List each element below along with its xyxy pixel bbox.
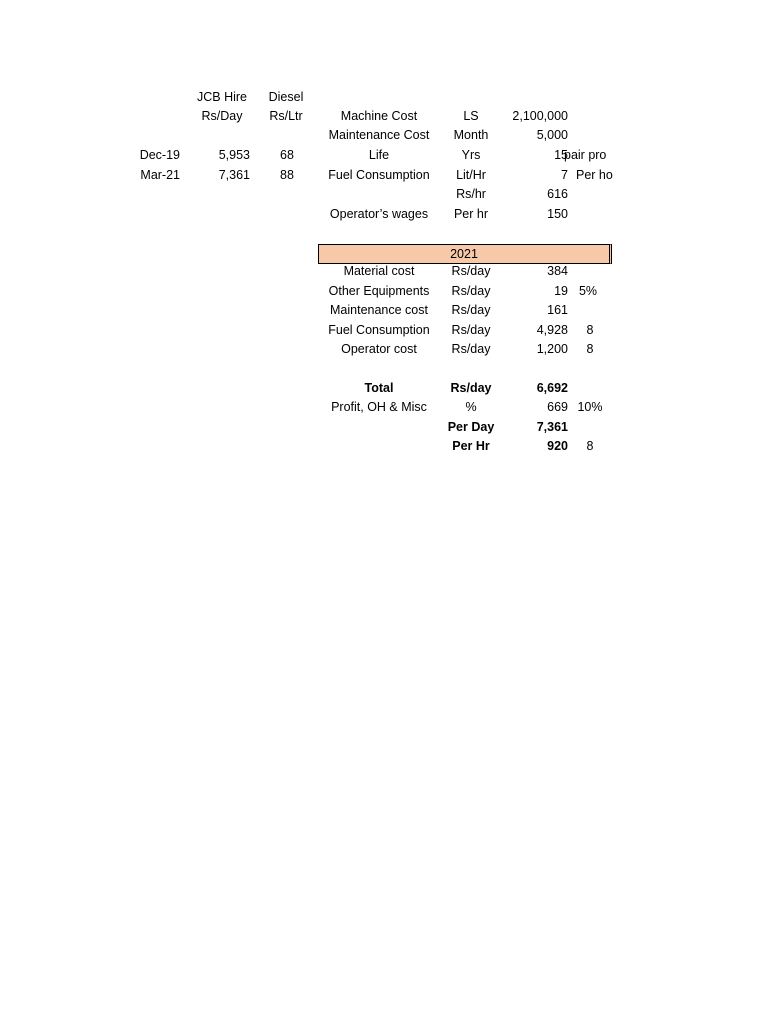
param-unit: Lit/Hr xyxy=(456,168,486,182)
param-unit: Per hr xyxy=(453,207,489,221)
hire-row-rate: 7,361 xyxy=(218,168,250,182)
param-note: Per ho xyxy=(576,168,613,182)
param-value: 2,100,000 xyxy=(512,109,568,123)
param-value: 616 xyxy=(547,187,568,201)
param-value: 150 xyxy=(547,207,568,221)
param-note: pair pro xyxy=(564,148,607,162)
param-value: 15 xyxy=(554,148,568,162)
cost-label: Other Equipments xyxy=(328,284,430,298)
header-diesel: Diesel xyxy=(268,90,304,104)
param-label: Operator’s wages xyxy=(329,207,429,221)
total-value: 6,692 xyxy=(536,381,568,395)
param-unit: LS xyxy=(463,109,479,123)
per-day-value: 7,361 xyxy=(536,420,568,434)
cost-note: 5% xyxy=(578,284,598,298)
cost-note: 8 xyxy=(586,323,594,337)
cost-value: 384 xyxy=(547,264,568,278)
header-jcb-unit: Rs/Day xyxy=(201,109,243,123)
hire-row-diesel: 68 xyxy=(280,148,294,162)
per-hr-unit: Per Hr xyxy=(452,439,490,453)
cost-value: 161 xyxy=(547,303,568,317)
param-label: Maintenance Cost xyxy=(328,128,430,142)
hire-row-date: Dec-19 xyxy=(139,148,180,162)
header-jcb-hire: JCB Hire xyxy=(196,90,247,104)
cost-unit: Rs/day xyxy=(451,284,491,298)
section-year-banner xyxy=(318,244,612,264)
cost-value: 19 xyxy=(554,284,568,298)
param-value: 5,000 xyxy=(536,128,568,142)
total-label: Total xyxy=(364,381,394,395)
profit-note: 10% xyxy=(577,400,603,414)
cost-unit: Rs/day xyxy=(451,264,491,278)
param-unit: Rs/hr xyxy=(456,187,486,201)
cost-unit: Rs/day xyxy=(451,303,491,317)
hire-row-diesel: 88 xyxy=(280,168,294,182)
cost-value: 4,928 xyxy=(536,323,568,337)
profit-unit: % xyxy=(465,400,477,414)
hire-row-rate: 5,953 xyxy=(218,148,250,162)
cost-unit: Rs/day xyxy=(451,323,491,337)
cost-label: Fuel Consumption xyxy=(328,323,430,337)
header-diesel-unit: Rs/Ltr xyxy=(269,109,303,123)
cost-value: 1,200 xyxy=(536,342,568,356)
total-unit: Rs/day xyxy=(450,381,492,395)
param-label: Fuel Consumption xyxy=(328,168,430,182)
cost-label: Maintenance cost xyxy=(330,303,428,317)
param-value: 7 xyxy=(561,168,568,182)
param-label: Life xyxy=(368,148,390,162)
cost-note: 8 xyxy=(586,342,594,356)
cost-unit: Rs/day xyxy=(451,342,491,356)
section-year: 2021 xyxy=(450,247,478,261)
param-label: Machine Cost xyxy=(340,109,418,123)
profit-label: Profit, OH & Misc xyxy=(331,400,427,414)
cost-label: Operator cost xyxy=(341,342,417,356)
per-hr-note: 8 xyxy=(586,439,594,453)
cost-label: Material cost xyxy=(343,264,415,278)
param-unit: Yrs xyxy=(461,148,481,162)
per-day-unit: Per Day xyxy=(447,420,495,434)
profit-value: 669 xyxy=(547,400,568,414)
per-hr-value: 920 xyxy=(547,439,568,453)
param-unit: Month xyxy=(453,128,489,142)
hire-row-date: Mar-21 xyxy=(140,168,180,182)
